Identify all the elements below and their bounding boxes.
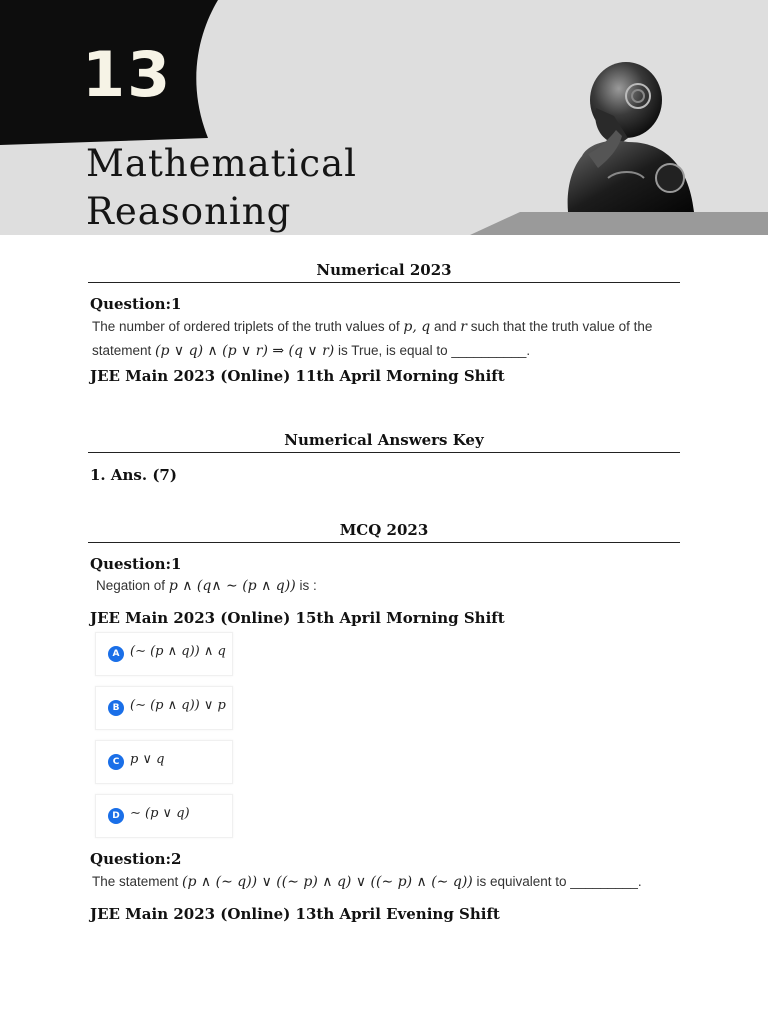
text-part: such that the truth value of the <box>466 319 653 334</box>
chapter-title-line1: Mathematical <box>86 142 357 185</box>
numerical-exam-source: JEE Main 2023 (Online) 11th April Morning Shift <box>90 367 505 385</box>
option-c-text: p ∨ q <box>130 752 165 767</box>
numerical-question-line1 <box>92 315 692 339</box>
chapter-title <box>86 140 357 235</box>
numerical-question-text <box>92 315 692 363</box>
answers-heading: Numerical Answers Key <box>88 428 680 453</box>
text-part: The statement <box>92 874 183 889</box>
option-a[interactable] <box>95 632 233 676</box>
mcq-q2-text <box>92 870 692 894</box>
text-part: is True, is equal to __________. <box>334 343 531 358</box>
math-pq: p, q <box>403 319 431 335</box>
option-a-badge: A <box>108 646 124 662</box>
option-c-badge: C <box>108 754 124 770</box>
answer-1: 1. Ans. (7) <box>90 466 177 484</box>
numerical-question-line2 <box>92 339 692 363</box>
answers-section-header <box>88 428 680 453</box>
option-d[interactable] <box>95 794 233 838</box>
mcq-q2-label: Question:2 <box>90 850 182 868</box>
option-d-badge: D <box>108 808 124 824</box>
chapter-banner <box>0 0 768 235</box>
option-b-text: (∼ (p ∧ q)) ∨ p <box>130 698 226 713</box>
math-expression: p ∧ (q∧ ∼ (p ∧ q)) <box>168 578 296 594</box>
text-part: is equivalent to _________. <box>472 874 642 889</box>
numerical-question-label: Question:1 <box>90 295 182 313</box>
numerical-section-header <box>88 258 680 283</box>
text-part: The number of ordered triplets of the truth values of <box>92 319 404 334</box>
text-part: statement <box>92 343 156 358</box>
option-b[interactable] <box>95 686 233 730</box>
thinking-robot-illustration <box>548 58 698 212</box>
mcq-q2-exam-source: JEE Main 2023 (Online) 13th April Evening Shift <box>90 905 500 923</box>
math-expression: (p ∧ (∼ q)) ∨ ((∼ p) ∧ q) ∨ ((∼ p) ∧ (∼ q)) <box>182 874 473 890</box>
math-r: r <box>460 319 467 335</box>
mcq-heading: MCQ 2023 <box>88 518 680 543</box>
option-c[interactable] <box>95 740 233 784</box>
text-part: and <box>430 319 461 334</box>
mcq-section-header <box>88 518 680 543</box>
math-statement: (p ∨ q) ∧ (p ∨ r) ⇒ (q ∨ r) <box>155 343 335 359</box>
numerical-heading: Numerical 2023 <box>88 258 680 283</box>
chapter-title-line2: Reasoning <box>86 190 292 233</box>
option-a-text: (∼ (p ∧ q)) ∧ q <box>130 644 226 659</box>
mcq-q1-label: Question:1 <box>90 555 182 573</box>
text-part: is : <box>295 578 317 593</box>
chapter-number: 13 <box>82 38 173 111</box>
mcq-q1-text <box>96 574 696 598</box>
mcq-q1-exam-source: JEE Main 2023 (Online) 15th April Morning Shift <box>90 609 505 627</box>
option-d-text: ∼ (p ∨ q) <box>130 806 190 821</box>
option-b-badge: B <box>108 700 124 716</box>
text-part: Negation of <box>96 578 169 593</box>
